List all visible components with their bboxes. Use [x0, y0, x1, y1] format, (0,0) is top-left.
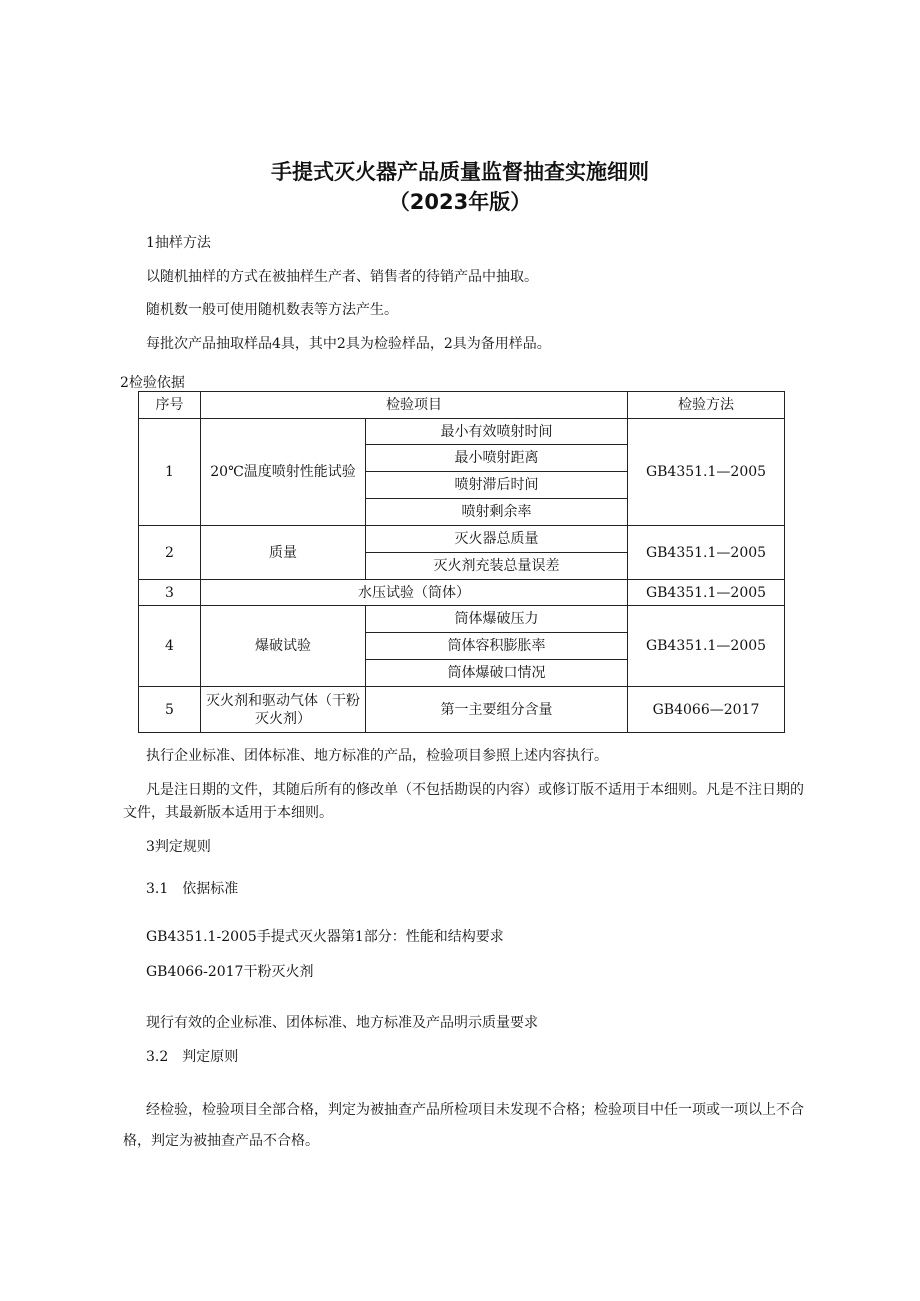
document-title: 手提式灭火器产品质量监督抽查实施细则: [271, 160, 649, 184]
row-no: 2: [139, 526, 201, 580]
section-3-2-heading: 3.2 判定原则: [146, 1049, 239, 1065]
row-subitem: 喷射剩余率: [366, 499, 628, 526]
standard-1: GB4351.1-2005手提式灭火器第1部分：性能和结构要求: [146, 929, 504, 945]
table-row: [139, 419, 785, 445]
section-1-paragraph-2: 随机数一般可使用随机数表等方法产生。: [146, 302, 398, 318]
table-row: [139, 687, 785, 733]
section-3-heading: 3判定规则: [146, 839, 211, 855]
row-no: 5: [139, 687, 201, 733]
row-method: GB4351.1—2005: [628, 606, 785, 687]
row-subitem: 筒体爆破压力: [366, 606, 628, 633]
section-2-note-1: 执行企业标准、团体标准、地方标准的产品，检验项目参照上述内容执行。: [146, 748, 608, 764]
judgment-principle: 经检验，检验项目全部合格，判定为被抽查产品所检项目未发现不合格；检验项目中任一项或一项以上不合格，判定为被抽查产品不合格。: [123, 1102, 804, 1149]
row-method: GB4066—2017: [628, 687, 785, 733]
row-method: GB4351.1—2005: [628, 526, 785, 580]
row-subitem: 筒体容积膨胀率: [366, 633, 628, 660]
table-row: [139, 526, 785, 553]
row-method: GB4351.1—2005: [628, 419, 785, 526]
inspection-basis-table: [138, 391, 785, 733]
section-2-heading: 2检验依据: [120, 375, 185, 391]
row-method: GB4351.1—2005: [628, 580, 785, 606]
row-subitem: 第一主要组分含量: [366, 687, 628, 733]
row-subitem: 灭火器总质量: [366, 526, 628, 553]
header-method: 检验方法: [628, 392, 785, 419]
header-item: 检验项目: [201, 392, 628, 419]
row-category: 水压试验（筒体）: [201, 580, 628, 606]
row-no: 4: [139, 606, 201, 687]
row-category: 爆破试验: [201, 606, 366, 687]
table-header-row: [139, 392, 785, 419]
standard-3: 现行有效的企业标准、团体标准、地方标准及产品明示质量要求: [146, 1015, 538, 1031]
row-category: 灭火剂和驱动气体（干粉灭火剂）: [201, 687, 366, 733]
row-subitem: 最小有效喷射时间: [366, 419, 628, 445]
document-subtitle: （2023年版）: [388, 190, 532, 214]
row-subitem: 喷射滞后时间: [366, 472, 628, 499]
table-row: [139, 606, 785, 633]
section-1-paragraph-3: 每批次产品抽取样品4具，其中2具为检验样品，2具为备用样品。: [146, 336, 551, 352]
section-3-1-heading: 3.1 依据标准: [146, 881, 239, 897]
row-no: 1: [139, 419, 201, 526]
row-no: 3: [139, 580, 201, 606]
section-1-paragraph-1: 以随机抽样的方式在被抽样生产者、销售者的待销产品中抽取。: [146, 269, 538, 285]
row-subitem: 最小喷射距离: [366, 445, 628, 472]
standard-2: GB4066-2017干粉灭火剂: [146, 964, 314, 980]
row-subitem: 灭火剂充装总量误差: [366, 553, 628, 580]
row-category: 20℃温度喷射性能试验: [201, 419, 366, 526]
section-1-heading: 1抽样方法: [146, 235, 211, 251]
header-no: 序号: [139, 392, 201, 419]
table-row: [139, 580, 785, 606]
section-2-note-2: 凡是注日期的文件，其随后所有的修改单（不包括勘误的内容）或修订版不适用于本细则。凡是不注日期的文件，其最新版本适用于本细则。: [123, 782, 804, 821]
row-subitem: 筒体爆破口情况: [366, 660, 628, 687]
row-category: 质量: [201, 526, 366, 580]
